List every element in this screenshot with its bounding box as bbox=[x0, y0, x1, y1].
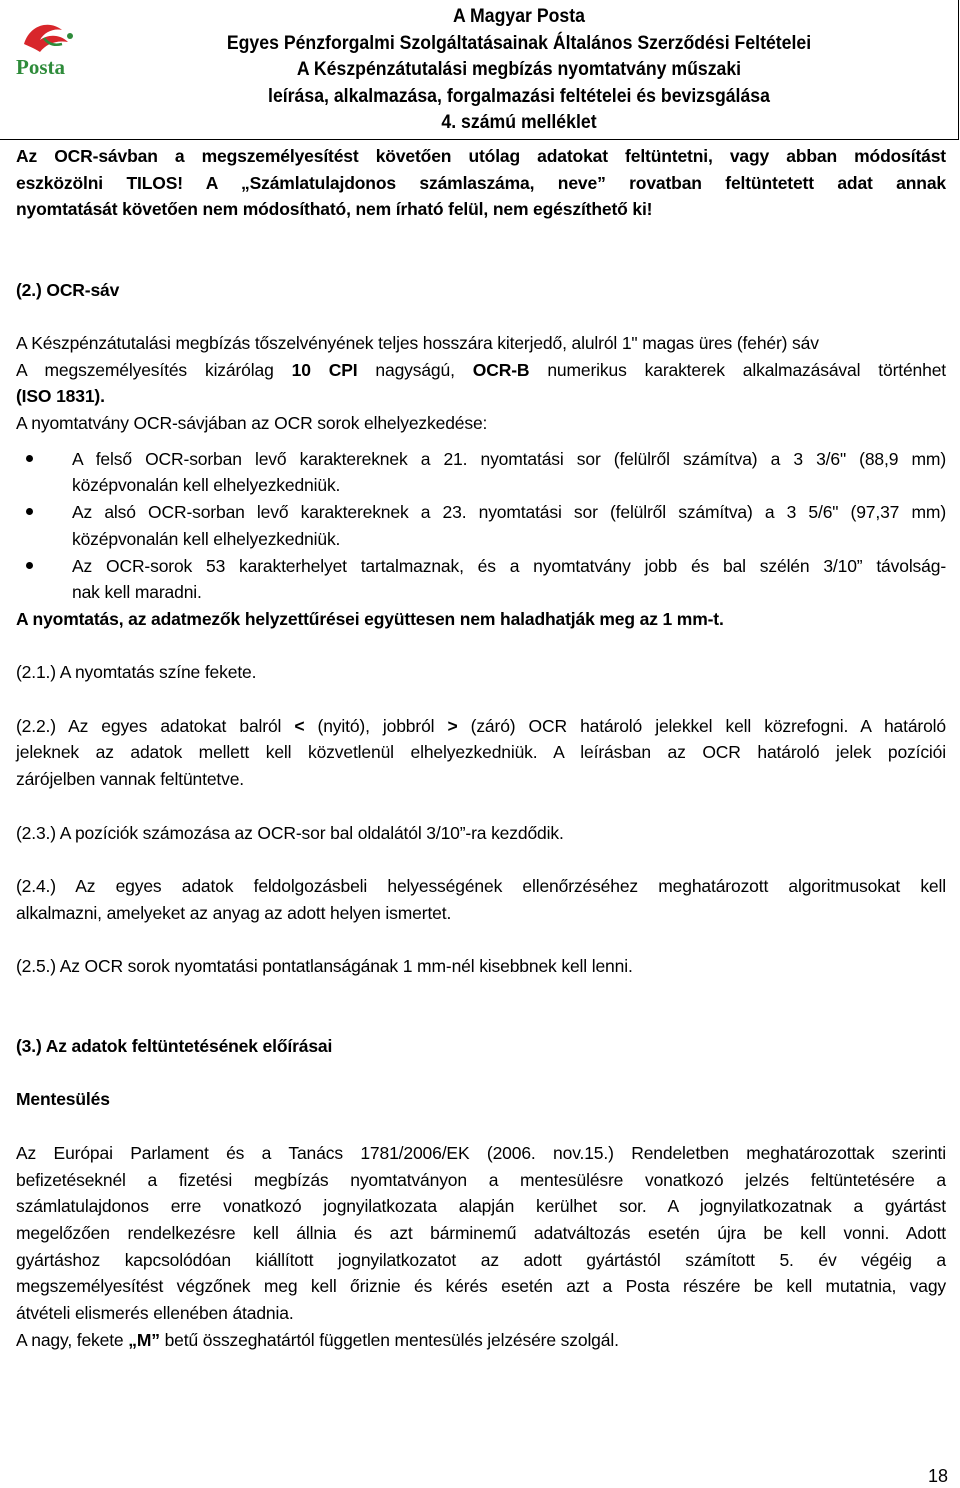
ocr-paragraph-3: A nyomtatvány OCR-sávjában az OCR sorok elhelyezkedése: bbox=[16, 413, 488, 433]
section-2-4: (2.4.) Az egyes adatok feldolgozásbeli helyességének ellenőrzéséhez meghatározott algoritmusokat kell alkalmazni, amelyeket az anyag az adott helyen ismertet. bbox=[16, 875, 946, 923]
bullet-icon bbox=[26, 562, 33, 569]
exemption-heading: Mentesülés bbox=[16, 1089, 110, 1110]
warning-line-3: nyomtatását követően nem módosítható, nem írható felül, nem egészíthető ki! bbox=[16, 199, 653, 220]
ocr-line-positions-list bbox=[16, 446, 946, 606]
bullet-icon bbox=[26, 455, 33, 462]
section-3-heading: (3.) Az adatok feltüntetésének előírásai bbox=[16, 1036, 333, 1057]
posta-logo-icon bbox=[10, 14, 90, 84]
header-line-2: Egyes Pénzforgalmi Szolgáltatásainak Általános Szerződési Feltételei bbox=[226, 32, 812, 54]
ocr-paragraph-1: A Készpénzátutalási megbízás tőszelvényének teljes hosszára kiterjedő, alulról 1" magas üres (fehér) sáv bbox=[16, 332, 819, 353]
warning-paragraph bbox=[16, 143, 946, 223]
header-line-3: A Készpénzátutalási megbízás nyomtatvány műszaki bbox=[296, 59, 742, 80]
header-line-1: A Magyar Posta bbox=[453, 6, 585, 27]
header-title-block bbox=[129, 4, 908, 137]
exemption-paragraph: Az Európai Parlament és a Tanács 1781/2006/EK (2006. nov.15.) Rendeletben meghatározottak szerinti befizetéseknél a fizetési megbízás nyomtatványon a mentesülésre vonatkozó jelzés feltüntetésére a számlatulajdonos erre vonatkozó jognyilatkozata alapján kerülhet sor. A jognyilatkozatnak a gyártást megelőzően rendelkezésre kell állnia és azt bárminemű adatváltozás esetén újra be kell vonni. Adott gyártáshoz kapcsolódóan kiállított jognyilatkozatot az adott gyártástól számított 5. év végéig a megszemélyesítést végzőnek meg kell őriznie és kérés esetén azt a Posta részére be kell mutatnia, vagy átvételi elismerés ellenében átadnia. bbox=[16, 1142, 946, 1324]
ocr-paragraph-2-end: (ISO 1831). bbox=[16, 386, 105, 407]
page-header bbox=[0, 0, 959, 140]
ocr-paragraph-2: A megszemélyesítés kizárólag 10 CPI nagyságú, OCR-B numerikus karakterek alkalmazásával történhet bbox=[16, 359, 946, 380]
header-line-4: leírása, alkalmazása, forgalmazási feltételei és bevizsgálása bbox=[268, 85, 770, 107]
page-number: 18 bbox=[927, 1466, 948, 1486]
warning-line-1: Az OCR-sávban a megszemélyesítést követően utólag adatokat feltüntetni, vagy abban módosítást bbox=[16, 146, 946, 166]
section-2-2: (2.2.) Az egyes adatokat balról < (nyitó), jobbról > (záró) OCR határoló jelekkel kell közrefogni. A határoló jeleknek az adatok mellett kell közvetlenül elhelyezkedniük. A leírásban az OCR határoló jelek pozíciói zárójelben vannak feltüntetve. bbox=[16, 715, 946, 790]
document-body bbox=[16, 143, 946, 1353]
bullet-icon bbox=[26, 508, 33, 515]
ocr-section-heading: (2.) OCR-sáv bbox=[16, 279, 120, 300]
list-item: A felső OCR-sorban levő karaktereknek a 21. nyomtatási sor (felülről számítva) a 3 3/6" (88,9 mm) középvonalán kell elhelyezkedniük. bbox=[16, 446, 946, 499]
logo-text: Posta bbox=[16, 55, 65, 79]
list-item: Az OCR-sorok 53 karakterhelyet tartalmaznak, és a nyomtatvány jobb és bal szélén 3/10” távolság- nak kell maradni. bbox=[16, 553, 946, 606]
section-2-5: (2.5.) Az OCR sorok nyomtatási pontatlanságának 1 mm-nél kisebbnek kell lenni. bbox=[16, 955, 633, 976]
section-2-3: (2.3.) A pozíciók számozása az OCR-sor bal oldalától 3/10”-ra kezdődik. bbox=[16, 822, 564, 843]
warning-line-2: eszközölni TILOS! A „Számlatulajdonos számlaszáma, neve” rovatban feltüntetett adat annak bbox=[16, 172, 946, 193]
tolerance-statement: A nyomtatás, az adatmezők helyzettűrései együttesen nem haladhatják meg az 1 mm-t. bbox=[16, 608, 724, 629]
section-2-1: (2.1.) A nyomtatás színe fekete. bbox=[16, 662, 257, 683]
header-line-5: 4. számú melléklet bbox=[441, 112, 597, 133]
list-item: Az alsó OCR-sorban levő karaktereknek a 23. nyomtatási sor (felülről számítva) a 3 5/6" (97,37 mm) középvonalán kell elhelyezkedniük. bbox=[16, 499, 946, 552]
m-letter-statement: A nagy, fekete „M” betű összeghatártól független mentesülés jelzésére szolgál. bbox=[16, 1329, 619, 1350]
